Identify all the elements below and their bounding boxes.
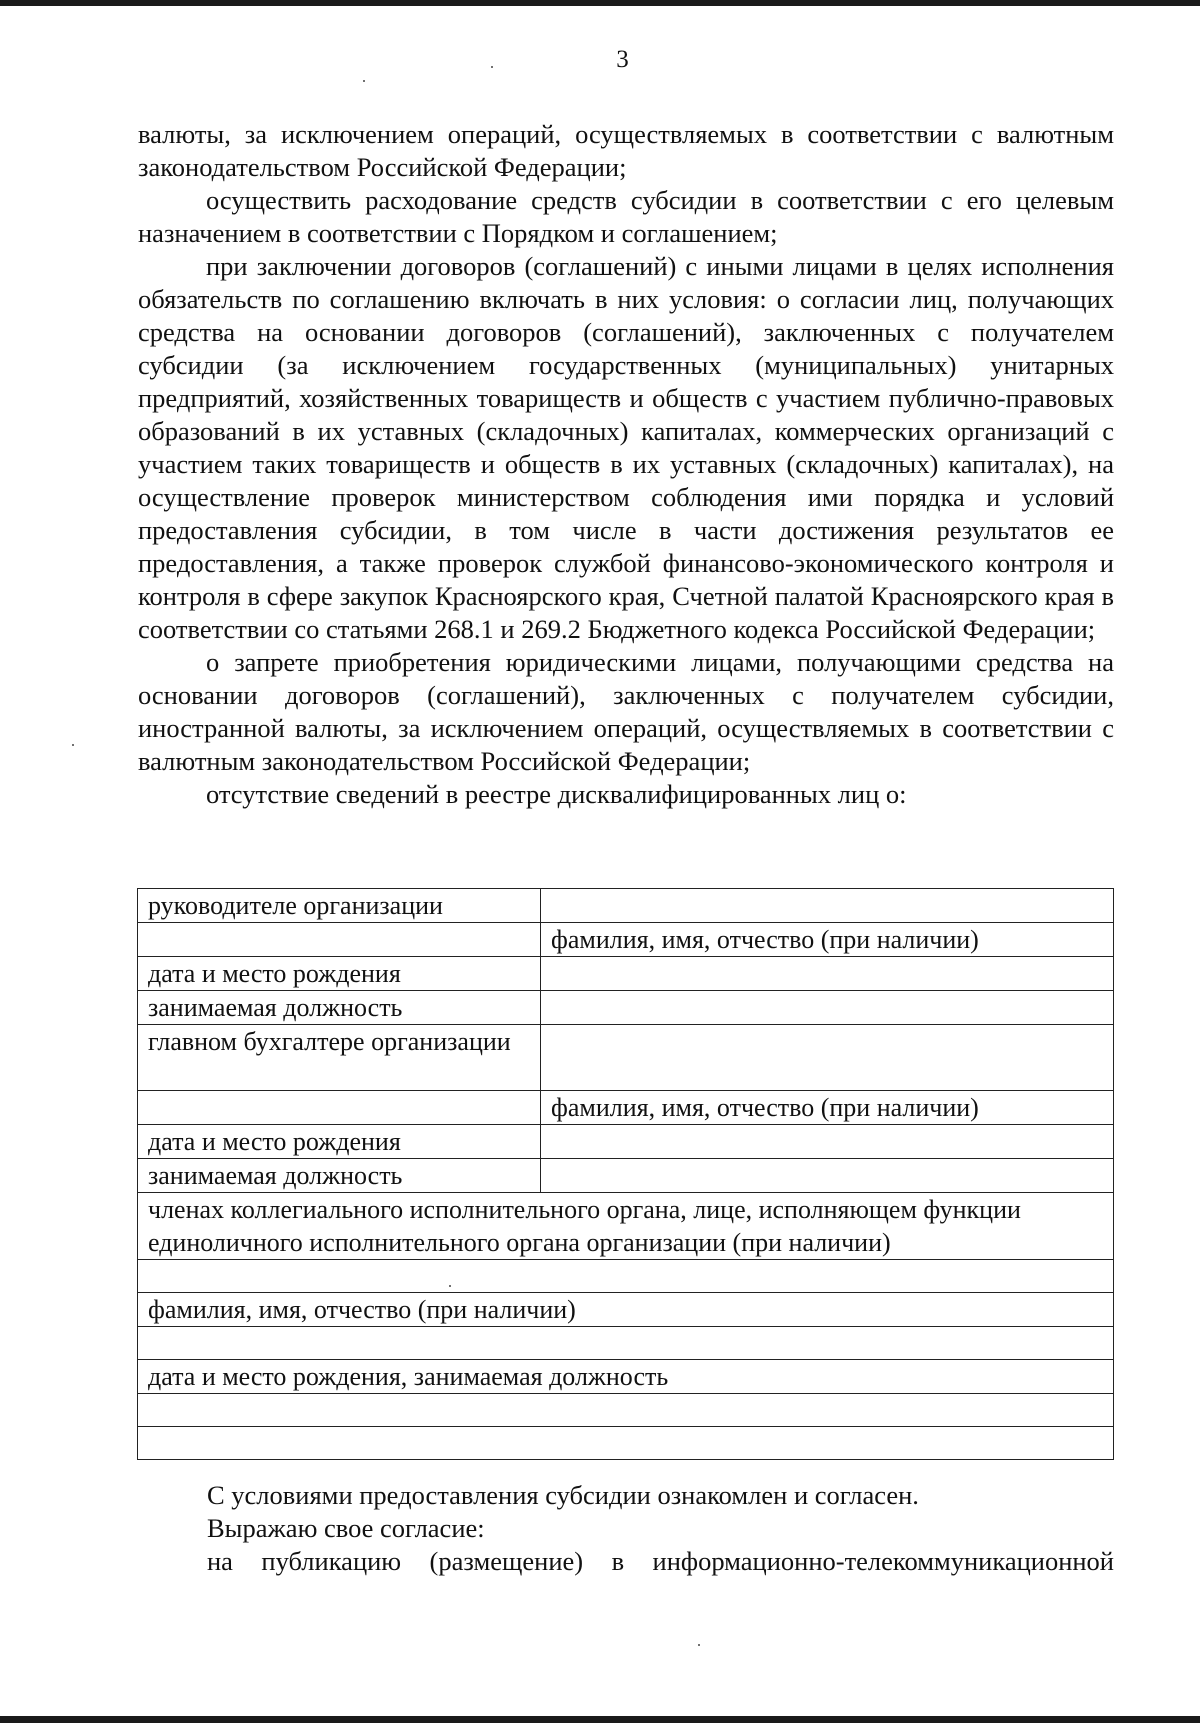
paragraph-contract-conditions: при заключении договоров (соглашений) с иными лицами в целях исполнения обязательств по соглашению включать в них условия: о согласии лиц, получающих средства на основании договоров (соглашений), заключенных с получателем субсидии (за исключением государственных (муниципальных) унитарных предприятий, хозяйственных товариществ и обществ с участием публично-правовых образований в их уставных (складочных) капиталах, коммерческих организаций с участием таких товариществ и обществ в их уставных (складочных) капиталах), на осуществление проверок министерством соблюдения ими порядка и условий предоставления субсидии, в том числе в части достижения результатов ее предоставления, а также проверок службой финансово-экономического контроля и контроля в сфере закупок Красноярского края, Счетной палатой Красноярского края в соответствии со статьями 268.1 и 269.2 Бюджетного кодекса Российской Федерации; bbox=[138, 251, 1114, 644]
table-row bbox=[138, 1260, 1114, 1293]
board-birth-value-cell[interactable] bbox=[138, 1327, 1114, 1360]
table-row bbox=[138, 1091, 1114, 1125]
paragraph-currency: валюты, за исключением операций, осуществляемых в соответствии с валютным законодательством Российской Федерации; bbox=[138, 119, 1114, 182]
fio-caption: фамилия, имя, отчество (при наличии) bbox=[541, 923, 1114, 957]
position-value-cell[interactable] bbox=[541, 991, 1114, 1025]
chief-accountant-value-cell[interactable] bbox=[541, 1025, 1114, 1091]
paragraph-disqualified-registry: отсутствие сведений в реестре дисквалифицированных лиц о: bbox=[206, 779, 907, 809]
paragraph-subsidy-spending: осуществить расходование средств субсидии в соответствии с его целевым назначением в соответствии с Порядком и соглашением; bbox=[138, 185, 1114, 248]
table-row bbox=[138, 991, 1114, 1025]
closing-publication: на публикацию (размещение) в информационно-телекоммуникационной bbox=[207, 1546, 1114, 1576]
table-row bbox=[138, 923, 1114, 957]
table-row bbox=[138, 1394, 1114, 1427]
table-row bbox=[138, 1193, 1114, 1260]
closing-agreement: С условиями предоставления субсидии ознакомлен и согласен. bbox=[207, 1480, 919, 1510]
table-row bbox=[138, 1427, 1114, 1460]
disqualified-persons-table bbox=[137, 888, 1114, 1460]
scan-top-edge bbox=[0, 0, 1200, 6]
table-row bbox=[138, 1125, 1114, 1159]
birth-value-cell[interactable] bbox=[541, 1125, 1114, 1159]
scan-speck bbox=[72, 744, 74, 746]
board-label: членах коллегиального исполнительного органа, лице, исполняющем функции единоличного исполнительного органа организации (при наличии) bbox=[138, 1193, 1114, 1260]
document-body bbox=[138, 118, 1114, 811]
closing-consent: Выражаю свое согласие: bbox=[207, 1513, 485, 1543]
paragraph-currency-ban: о запрете приобретения юридическими лицами, получающими средства на основании договоров (соглашений), заключенных с получателем субсидии, иностранной валюты, за исключением операций, осуществляемых в соответствии с валютным законодательством Российской Федерации; bbox=[138, 647, 1114, 776]
fio-caption: фамилия, имя, отчество (при наличии) bbox=[541, 1091, 1114, 1125]
head-label: руководителе организации bbox=[138, 889, 541, 923]
head-value-cell[interactable] bbox=[541, 889, 1114, 923]
board-value-cell[interactable] bbox=[138, 1260, 1114, 1293]
table-row bbox=[138, 1327, 1114, 1360]
scan-speck bbox=[698, 1644, 700, 1646]
birth-value-cell[interactable] bbox=[541, 957, 1114, 991]
board-extra-value-cell[interactable] bbox=[138, 1427, 1114, 1460]
chief-accountant-label: главном бухгалтере организации bbox=[138, 1025, 541, 1091]
position-label: занимаемая должность bbox=[138, 991, 541, 1025]
scan-speck bbox=[363, 80, 365, 82]
closing-block bbox=[207, 1479, 1114, 1578]
table-row bbox=[138, 957, 1114, 991]
table-row bbox=[138, 1159, 1114, 1193]
table-row bbox=[138, 1360, 1114, 1394]
position-value-cell[interactable] bbox=[541, 1159, 1114, 1193]
table-row bbox=[138, 1025, 1114, 1091]
page-number: 3 bbox=[616, 46, 629, 73]
empty-cell bbox=[138, 923, 541, 957]
birth-label: дата и место рождения bbox=[138, 1125, 541, 1159]
position-label: занимаемая должность bbox=[138, 1159, 541, 1193]
board-birth-position-caption: дата и место рождения, занимаемая должность bbox=[138, 1360, 1114, 1394]
table-row bbox=[138, 1293, 1114, 1327]
table-row bbox=[138, 889, 1114, 923]
birth-label: дата и место рождения bbox=[138, 957, 541, 991]
empty-cell bbox=[138, 1091, 541, 1125]
board-extra-value-cell[interactable] bbox=[138, 1394, 1114, 1427]
scan-bottom-edge bbox=[0, 1716, 1200, 1723]
board-fio-caption: фамилия, имя, отчество (при наличии) bbox=[138, 1293, 1114, 1327]
